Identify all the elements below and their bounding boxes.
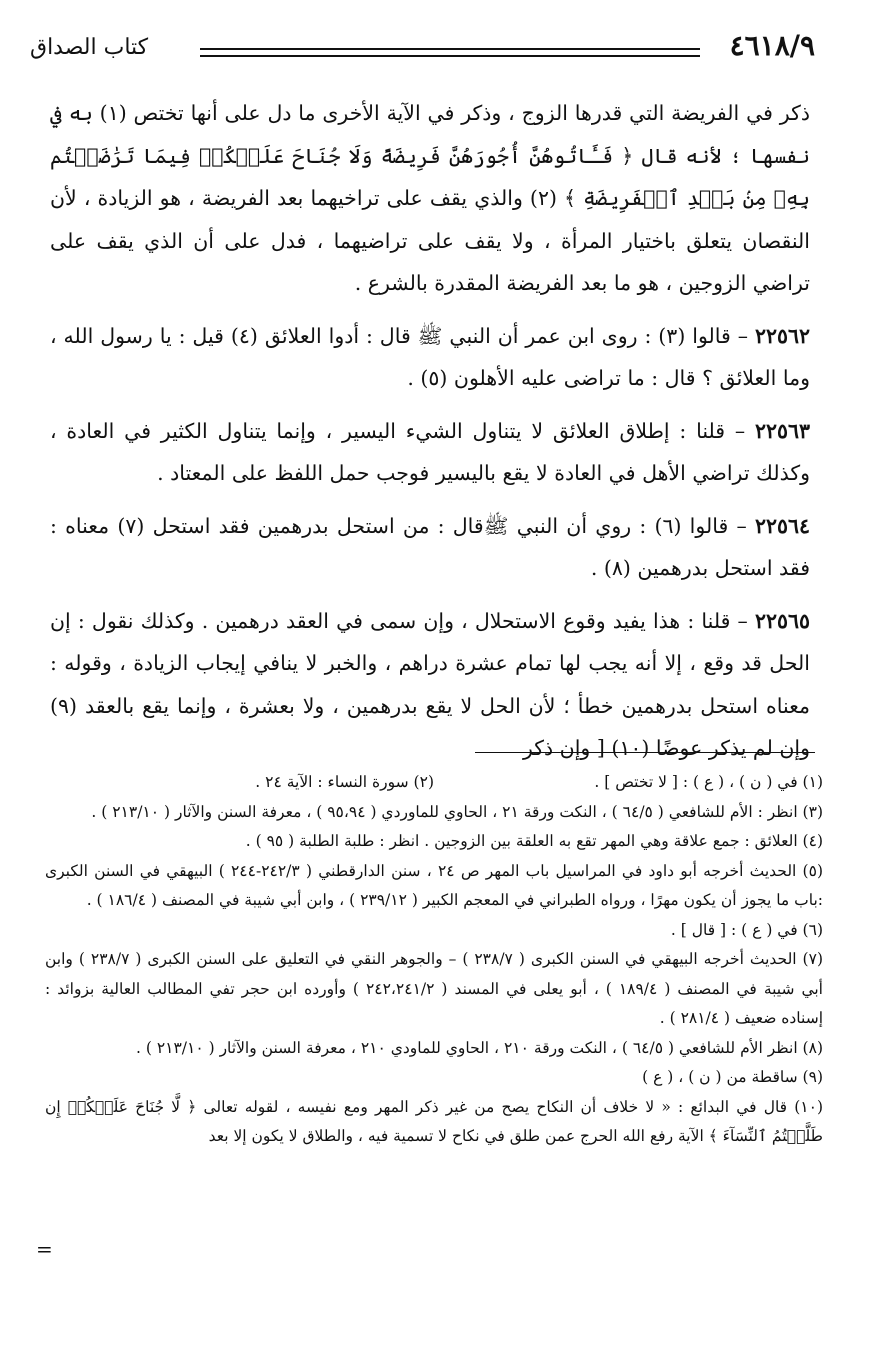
- header-double-rule: [200, 48, 700, 57]
- paragraph-22563: [50, 410, 810, 495]
- footnote-4: (٤) العلائق : جمع علاقة وهي المهر تقع به العلقة بين الزوجين . انظر : طلبة الطلبة ( ٩٥ ) .: [245, 832, 823, 850]
- footnote-6: (٦) في ( ع ) : [ قال ] .: [670, 920, 823, 939]
- paragraph-number: ٢٢٥٦٤: [754, 513, 810, 538]
- page-number: ٤٦١٨/٩: [729, 29, 815, 62]
- footnote-9: (٩) ساقطة من ( ن ) ، ( ع ): [642, 1068, 823, 1086]
- paragraph-text: ذكر في الفريضة التي قدرها الزوج ، وذكر في الآية الأخرى ما دل على أنها تختص (١) به في نفسها ؛ لأنه قال ﴿ فَـَٔاتُوهُنَّ أُجُورَهُنَّ فَرِيضَةً وَلَا جُنَاحَ عَلَيۡكُمۡ فِيمَا تَرَٰضَيۡتُم بِهِۦ مِنۢ بَعۡدِ ٱلۡفَرِيضَةِ ﴾ (٢) والذي يقف على تراخيهما بعد الفريضة ، هو الزيادة ، لأن النقصان يتعلق باختيار المرأة ، ولا يقف على تراضيهما ، فدل على أن الذي يقف على تراضي الزوجين ، هو ما بعد الفريضة المقدرة بالشرع .: [50, 101, 811, 295]
- footnote-8: (٨) انظر الأم للشافعي ( ٦٤/٥ ) ، النكت ورقة ٢١٠ ، الحاوي للماودي ٢١٠ ، معرفة السنن والآثار ( ٢١٣/١٠ ) .: [135, 1038, 823, 1057]
- continuation-mark: =: [36, 1237, 53, 1261]
- footnote-separator: [475, 752, 815, 753]
- paragraph-text: – قالوا (٣) : روى ابن عمر أن النبي ﷺ قال : أدوا العلائق (٤) قيل : يا رسول الله ، وما العلائق ؟ قال : ما تراضى عليه الأهلون (٥) .: [50, 323, 810, 390]
- footnote-row: [45, 1034, 823, 1064]
- paragraph-number: ٢٢٥٦٥: [754, 608, 810, 633]
- paragraph-intro: [50, 92, 810, 305]
- book-title: كتاب الصداق: [30, 35, 149, 60]
- paragraph-22562: [50, 315, 810, 400]
- paragraph-number: ٢٢٥٦٢: [754, 323, 810, 348]
- paragraph-number: ٢٢٥٦٣: [754, 418, 810, 443]
- footnote-1: (١) في ( ن ) ، ( ع ) : [ لا تختص ] .: [594, 773, 823, 791]
- footnote-10: (١٠) قال في البدائع : « لا خلاف أن النكاح يصح من غير ذكر المهر ومع نفيسه ، لقوله تعالى ﴿ لَّا جُنَاحَ عَلَيۡكُمۡ إِن طَلَّقۡتُمُ ٱلنِّسَآءَ ﴾ الآية رفع الله الحرج عمن طلق في نكاح لا تسمية فيه ، والطلاق لا يكون إلا بعد: [45, 1097, 823, 1145]
- footnote-2: (٢) سورة النساء : الآية ٢٤ .: [255, 773, 434, 791]
- footnotes: [45, 768, 823, 1152]
- paragraph-text: – قالوا (٦) : روي أن النبي ﷺقال : من استحل بدرهمين فقد استحل (٧) معناه : فقد استحل بدرهمين (٨) .: [50, 513, 810, 580]
- paragraph-22565: [50, 600, 810, 770]
- footnote-row: [45, 768, 823, 798]
- paragraph-text: – قلنا : هذا يفيد وقوع الاستحلال ، وإن سمى في العقد درهمين . وكذلك نقول : إن الحل قد وقع ، إلا أنه يجب لها تمام عشرة دراهم ، والخبر لا ينافي إيجاب الزيادة ، وقوله : معناه استحل بدرهمين خطأ ؛ لأن الحل لا يقع بدرهمين ، ولا بعشرة ، وإنما يقع بالعقد (٩) وإن لم يذكر عوضًا (١٠) [ وإن ذكر: [50, 608, 810, 760]
- main-text: [50, 92, 810, 780]
- footnote-5: (٥) الحديث أخرجه أبو داود في المراسيل باب المهر ص ٢٤ ، سنن الدارقطني ( ٢٤٢/٣-٢٤٤ ) البيهقي في السنن الكبرى :باب ما يجوز أن يكون مهرًا ، ورواه الطبراني في المعجم الكبير ( ٢٣٩/١٢ ) ، وابن أبي شيبة في المصنف ( ١٨٦/٤ ) .: [45, 861, 823, 909]
- footnote-3: (٣) انظر : الأم للشافعي ( ٦٤/٥ ) ، النكت ورقة ٢١ ، الحاوي للماوردي ( ٩٥،٩٤ ) ، معرفة السنن والآثار ( ٢١٣/١٠ ) .: [91, 802, 823, 821]
- footnote-7: (٧) الحديث أخرجه البيهقي في السنن الكبرى ( ٢٣٨/٧ ) – والجوهر النقي في التعليق على السنن الكبرى ( ٢٣٨/٧ ) وابن أبي شيبة في المصنف ( ١٨٩/٤ ) ، أبو يعلى في المسند ( ٢٤٢،٢٤١/٢ ) وأورده ابن حجر تفي المطالب العالية بزوائد : إسناده ضعيف ( ٢٨١/٤ ) .: [45, 950, 823, 1027]
- running-header: [30, 26, 815, 74]
- paragraph-22564: [50, 505, 810, 590]
- paragraph-text: – قلنا : إطلاق العلائق لا يتناول الشيء اليسير ، وإنما يتناول الكثير في العادة ، وكذلك تراضي الأهل في العادة لا يقع باليسير فوجب حمل اللفظ على المعتاد .: [50, 418, 810, 485]
